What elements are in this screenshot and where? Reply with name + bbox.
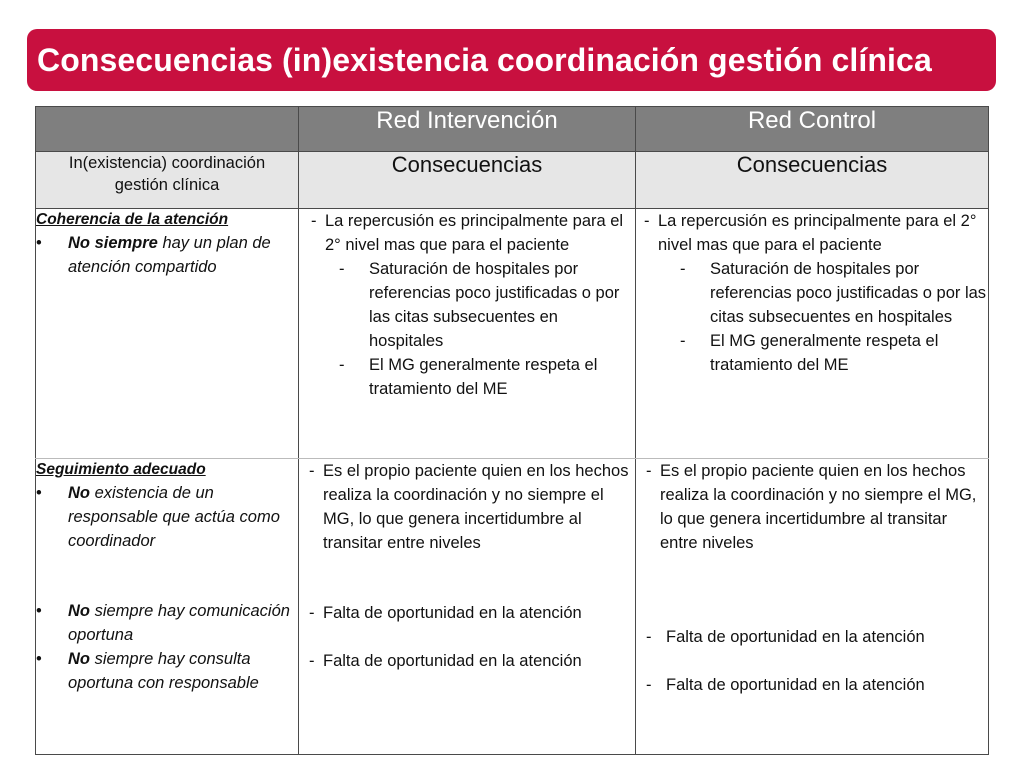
consequences-table: [35, 106, 989, 755]
list-item: [299, 353, 635, 401]
bullet-icon: •: [36, 650, 42, 668]
list-item: [636, 257, 988, 329]
header-row: [36, 107, 989, 152]
consequence-subtext: Saturación de hospitales por referencias poco justificadas o por las citas subsecuentes en hospitales: [369, 260, 620, 350]
list-item: [646, 625, 988, 649]
subheader-consecuencias-intervencion: Consecuencias: [299, 152, 636, 209]
consequence-text: Es el propio paciente quien en los hechos realiza la coordinación y no siempre el MG, lo que genera incertidumbre al transitar entre niveles: [323, 462, 629, 552]
bullet-bold: No: [68, 484, 90, 502]
consequence-text: Falta de oportunidad en la atención: [666, 628, 925, 646]
bullet-text: siempre hay consulta oportuna con responsable: [68, 650, 259, 692]
section-title: Seguimiento adecuado: [36, 461, 206, 478]
table-row: [36, 459, 989, 755]
table-row: [36, 209, 989, 459]
bullet-bold: No: [68, 602, 90, 620]
dash-icon: -: [680, 332, 686, 350]
row-intervencion-cell: [299, 459, 636, 755]
dash-icon: -: [311, 212, 317, 230]
consequence-subtext: El MG generalmente respeta el tratamiento del ME: [710, 332, 939, 374]
subheader-consecuencias-control: Consecuencias: [636, 152, 989, 209]
bullet-text: hay un plan de atención compartido: [68, 234, 271, 276]
list-item: [646, 673, 988, 697]
consequence-text: La repercusión es principalmente para el 2° nivel mas que para el paciente: [658, 212, 977, 254]
list-item: [309, 459, 635, 555]
row-control-cell: [636, 209, 989, 459]
consequence-text: La repercusión es principalmente para el 2° nivel mas que para el paciente: [325, 212, 624, 254]
bullet-icon: •: [36, 602, 42, 620]
dash-icon: -: [309, 604, 315, 622]
header-cell-empty: [36, 107, 299, 152]
title-bar: [27, 29, 996, 91]
row-criterion-cell: [36, 209, 299, 459]
list-item: [646, 459, 988, 555]
row-intervencion-cell: [299, 209, 636, 459]
consequence-subtext: Saturación de hospitales por referencias poco justificadas o por las citas subsecuentes en hospitales: [710, 260, 987, 326]
list-item: [309, 601, 635, 625]
header-red-control: Red Control: [636, 107, 989, 152]
dash-icon: -: [680, 260, 686, 278]
dash-icon: -: [309, 462, 315, 480]
subheader-coordinacion: In(existencia) coordinación gestión clínica: [36, 152, 299, 209]
list-item: [636, 329, 988, 377]
page-title: Consecuencias (in)existencia coordinación gestión clínica: [37, 41, 932, 78]
dash-icon: -: [644, 212, 650, 230]
section-title: Coherencia de la atención: [36, 211, 229, 228]
bullet-icon: •: [36, 234, 42, 252]
bullet-text: existencia de un responsable que actúa como coordinador: [68, 484, 280, 550]
consequence-text: Falta de oportunidad en la atención: [323, 604, 582, 622]
list-item: [309, 649, 635, 673]
dash-icon: -: [339, 356, 345, 374]
list-item: [299, 209, 635, 257]
list-item: [36, 599, 298, 647]
dash-icon: -: [309, 652, 315, 670]
consequence-text: Falta de oportunidad en la atención: [666, 676, 925, 694]
row-control-cell: [636, 459, 989, 755]
list-item: [36, 647, 298, 695]
list-item: [36, 231, 298, 279]
dash-icon: -: [646, 628, 652, 646]
dash-icon: -: [646, 462, 652, 480]
dash-icon: -: [646, 676, 652, 694]
list-item: [36, 481, 298, 553]
header-red-intervencion: Red Intervención: [299, 107, 636, 152]
bullet-icon: •: [36, 484, 42, 502]
bullet-bold: No: [68, 650, 90, 668]
list-item: [636, 209, 988, 257]
bullet-text: siempre hay comunicación oportuna: [68, 602, 290, 644]
subheader-row: [36, 152, 989, 209]
consequence-subtext: El MG generalmente respeta el tratamiento del ME: [369, 356, 598, 398]
bullet-bold: No siempre: [68, 234, 158, 252]
list-item: [299, 257, 635, 353]
consequence-text: Es el propio paciente quien en los hechos realiza la coordinación y no siempre el MG, lo que genera incertidumbre al transitar entre niveles: [660, 462, 977, 552]
row-criterion-cell: [36, 459, 299, 755]
consequence-text: Falta de oportunidad en la atención: [323, 652, 582, 670]
dash-icon: -: [339, 260, 345, 278]
